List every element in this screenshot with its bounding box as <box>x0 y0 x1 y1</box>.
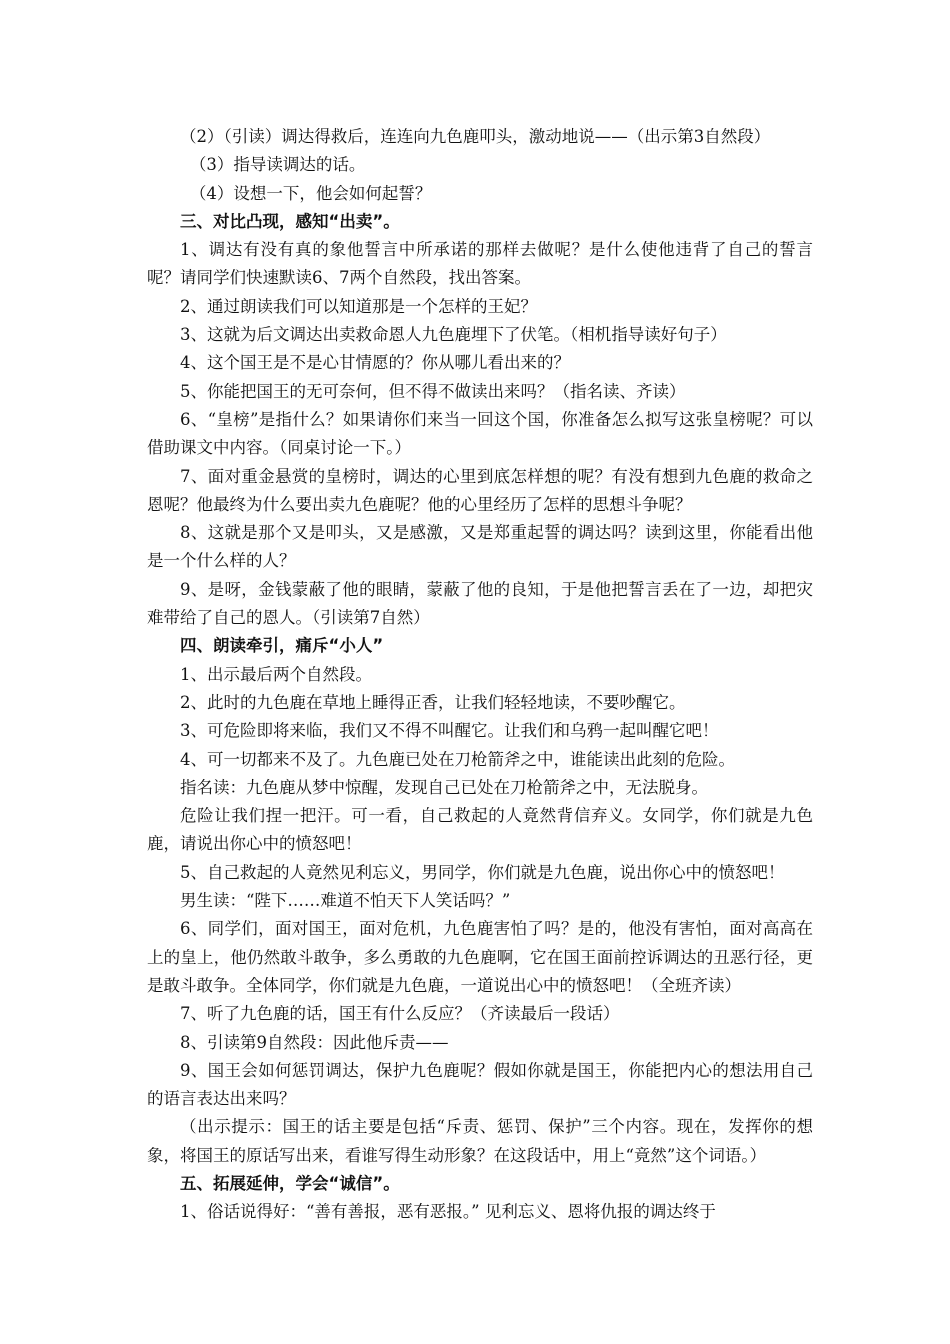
paragraph: 6、同学们，面对国王，面对危机，九色鹿害怕了吗？是的，他没有害怕，面对高高在上的皇上，他仍然敢斗敢争，多么勇敢的九色鹿啊，它在国王面前控诉调达的丑恶行径，更是敢斗敢争。全体同学，你们就是九色鹿，一道说出心中的愤怒吧！（全班齐读） <box>147 919 813 995</box>
paragraph: （4）设想一下，他会如何起誓？ <box>189 183 432 203</box>
paragraph: （3）指导读调达的话。 <box>189 155 366 175</box>
paragraph: （2）（引读）调达得救后，连连向九色鹿叩头，激动地说——（出示第3自然段） <box>180 127 771 146</box>
paragraph: （出示提示：国王的话主要是包括“斥责、惩罚、保护”三个内容。现在，发挥你的想象，将国王的原话写出来，看谁写得生动形象？在这段话中，用上“竟然”这个词语。） <box>147 1117 813 1165</box>
paragraph: 1、出示最后两个自然段。 <box>180 664 372 684</box>
paragraph: 5、自己救起的人竟然见利忘义，男同学，你们就是九色鹿，说出你心中的愤怒吧！ <box>180 862 785 882</box>
paragraph: 1、俗话说得好：“善有善报，恶有恶报。” 见利忘义、恩将仇报的调达终于 <box>180 1202 716 1222</box>
paragraph: 2、通过朗读我们可以知道那是一个怎样的王妃？ <box>180 296 537 316</box>
section-heading: 三、对比凸现，感知“出卖”。 <box>180 211 400 231</box>
paragraph: 7、面对重金悬赏的皇榜时，调达的心里到底怎样想的呢？有没有想到九色鹿的救命之恩呢？他最终为什么要出卖九色鹿呢？他的心里经历了怎样的思想斗争呢？ <box>147 466 813 514</box>
paragraph: 7、听了九色鹿的话，国王有什么反应？（齐读最后一段话） <box>180 1004 620 1024</box>
paragraph: 3、这就为后文调达出卖救命恩人九色鹿埋下了伏笔。（相机指导读好句子） <box>180 325 727 345</box>
section-heading: 四、朗读牵引，痛斥“小人” <box>180 636 384 656</box>
section-heading: 五、拓展延伸，学会“诚信”。 <box>180 1173 400 1193</box>
paragraph: 6、“皇榜”是指什么？如果请你们来当一回这个国，你准备怎么拟写这张皇榜呢？可以借助课文中内容。（同桌讨论一下。） <box>147 409 813 458</box>
paragraph: 危险让我们捏一把汗。可一看，自己救起的人竟然背信弃义。女同学，你们就是九色鹿，请说出你心中的愤怒吧！ <box>147 806 813 854</box>
document-body <box>147 123 813 1227</box>
paragraph: 8、引读第9自然段：因此他斥责—— <box>180 1032 449 1052</box>
paragraph: 2、此时的九色鹿在草地上睡得正香，让我们轻轻地读，不要吵醒它。 <box>180 692 686 712</box>
paragraph: 3、可危险即将来临，我们又不得不叫醒它。让我们和乌鸦一起叫醒它吧！ <box>180 721 719 741</box>
paragraph: 1、调达有没有真的象他誓言中所承诺的那样去做呢？是什么使他违背了自己的誓言呢？请同学们快速默读6、7两个自然段，找出答案。 <box>147 240 813 288</box>
paragraph: 4、这个国王是不是心甘情愿的？你从哪儿看出来的？ <box>180 353 570 373</box>
paragraph: 9、是呀，金钱蒙蔽了他的眼睛，蒙蔽了他的良知，于是他把誓言丢在了一边，却把灾难带给了自己的恩人。（引读第7自然） <box>147 579 813 628</box>
paragraph: 指名读：九色鹿从梦中惊醒，发现自己已处在刀枪箭斧之中，无法脱身。 <box>180 777 708 797</box>
paragraph: 4、可一切都来不及了。九色鹿已处在刀枪箭斧之中，谁能读出此刻的危险。 <box>180 749 735 769</box>
paragraph: 男生读：“陛下……难道不怕天下人笑话吗？” <box>180 891 511 911</box>
paragraph: 8、这就是那个又是叩头，又是感激，又是郑重起誓的调达吗？读到这里，你能看出他是一个什么样的人？ <box>147 523 813 571</box>
paragraph: 9、国王会如何惩罚调达，保护九色鹿呢？假如你就是国王，你能把内心的想法用自己的语言表达出来吗？ <box>147 1060 813 1109</box>
paragraph: 5、你能把国王的无可奈何，但不得不做读出来吗？（指名读、齐读） <box>180 381 686 401</box>
